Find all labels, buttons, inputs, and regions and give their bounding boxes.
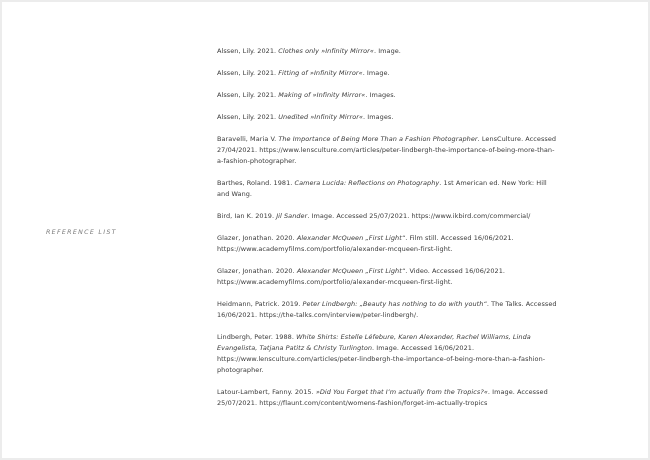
reference-details: . Image. Accessed 16/06/2021. https://www.lensculture.com/articles/peter-lindbergh-the-importance-of-being-more-than-a-fashion-photographer. [217, 344, 546, 374]
reference-entry [217, 68, 557, 79]
reference-list [217, 46, 557, 420]
reference-entry [217, 266, 557, 288]
reference-title: Clothes only »Infinity Mirror« [278, 47, 374, 55]
reference-entry [217, 112, 557, 123]
reference-author-year: Alssen, Lily. 2021. [217, 113, 279, 121]
reference-entry [217, 211, 557, 222]
reference-details: . Image. [362, 69, 390, 77]
reference-title: Making of »Infinity Mirror« [278, 91, 366, 99]
reference-title: Alexander McQueen „First Light“ [296, 234, 406, 242]
reference-author-year: Alssen, Lily. 2021. [217, 91, 279, 99]
reference-details: . The Talks. Accessed 16/06/2021. https://the-talks.com/interview/peter-lindbergh/. [217, 300, 557, 319]
reference-entry [217, 299, 557, 321]
reference-entry [217, 332, 557, 376]
reference-title: Alexander McQueen „First Light“ [296, 267, 406, 275]
reference-author-year: Bird, Ian K. 2019. [217, 212, 277, 220]
reference-author-year: Alssen, Lily. 2021. [217, 47, 279, 55]
reference-author-year: Glazer, Jonathan. 2020. [217, 234, 297, 242]
reference-details: . Images. [363, 113, 394, 121]
reference-author-year: Barthes, Roland. 1981. [217, 179, 295, 187]
reference-entry [217, 233, 557, 255]
reference-title: The Importance of Being More Than a Fashion Photographer [278, 135, 478, 143]
reference-title: Unedited »Infinity Mirror« [278, 113, 364, 121]
reference-details: . Image. Accessed 25/07/2021. https://www.ikbird.com/commercial/ [307, 212, 531, 220]
reference-entry [217, 387, 557, 409]
reference-entry [217, 134, 557, 167]
reference-title: Jil Sander [276, 212, 308, 220]
reference-author-year: Alssen, Lily. 2021. [217, 69, 279, 77]
reference-details: . 1st American ed. New York: Hill and Wang. [217, 179, 547, 198]
reference-title: Peter Lindbergh: „Beauty has nothing to do with youth“ [302, 300, 487, 308]
reference-title: Fitting of »Infinity Mirror« [278, 69, 363, 77]
reference-details: . Image. [373, 47, 401, 55]
reference-details: . LensCulture. Accessed 27/04/2021. https://www.lensculture.com/articles/peter-lindbergh-the-importance-of-being-more-than-a-fashion-photographer. [217, 135, 557, 165]
reference-author-year: Lindbergh, Peter. 1988. [217, 333, 297, 341]
reference-entry [217, 46, 557, 57]
reference-title: White Shirts: Estelle Léfebure, Karen Alexander, Rachel Williams, Linda Evangelista, Tatjana Patitz & Christy Turlington [217, 333, 531, 352]
reference-author-year: Latour-Lambert, Fanny. 2015. [217, 388, 316, 396]
reference-author-year: Baravelli, Maria V. [217, 135, 279, 143]
reference-title: »Did You Forget that I’m actually from the Tropics?« [315, 388, 488, 396]
section-label: REFERENCE LIST [46, 229, 117, 236]
reference-details: . Film still. Accessed 16/06/2021. https://www.academyfilms.com/portfolio/alexander-mcqueen-first-light. [217, 234, 514, 253]
reference-details: . Video. Accessed 16/06/2021. https://www.academyfilms.com/portfolio/alexander-mcqueen-first-light. [217, 267, 506, 286]
reference-entry [217, 178, 557, 200]
reference-details: . Images. [365, 91, 396, 99]
reference-author-year: Glazer, Jonathan. 2020. [217, 267, 297, 275]
reference-details: . Image. Accessed 25/07/2021. https://flaunt.com/content/womens-fashion/forget-im-actually-tropics [217, 388, 548, 407]
document-page [2, 2, 648, 458]
reference-entry [217, 90, 557, 101]
reference-author-year: Heidmann, Patrick. 2019. [217, 300, 303, 308]
reference-title: Camera Lucida: Reflections on Photography [294, 179, 440, 187]
